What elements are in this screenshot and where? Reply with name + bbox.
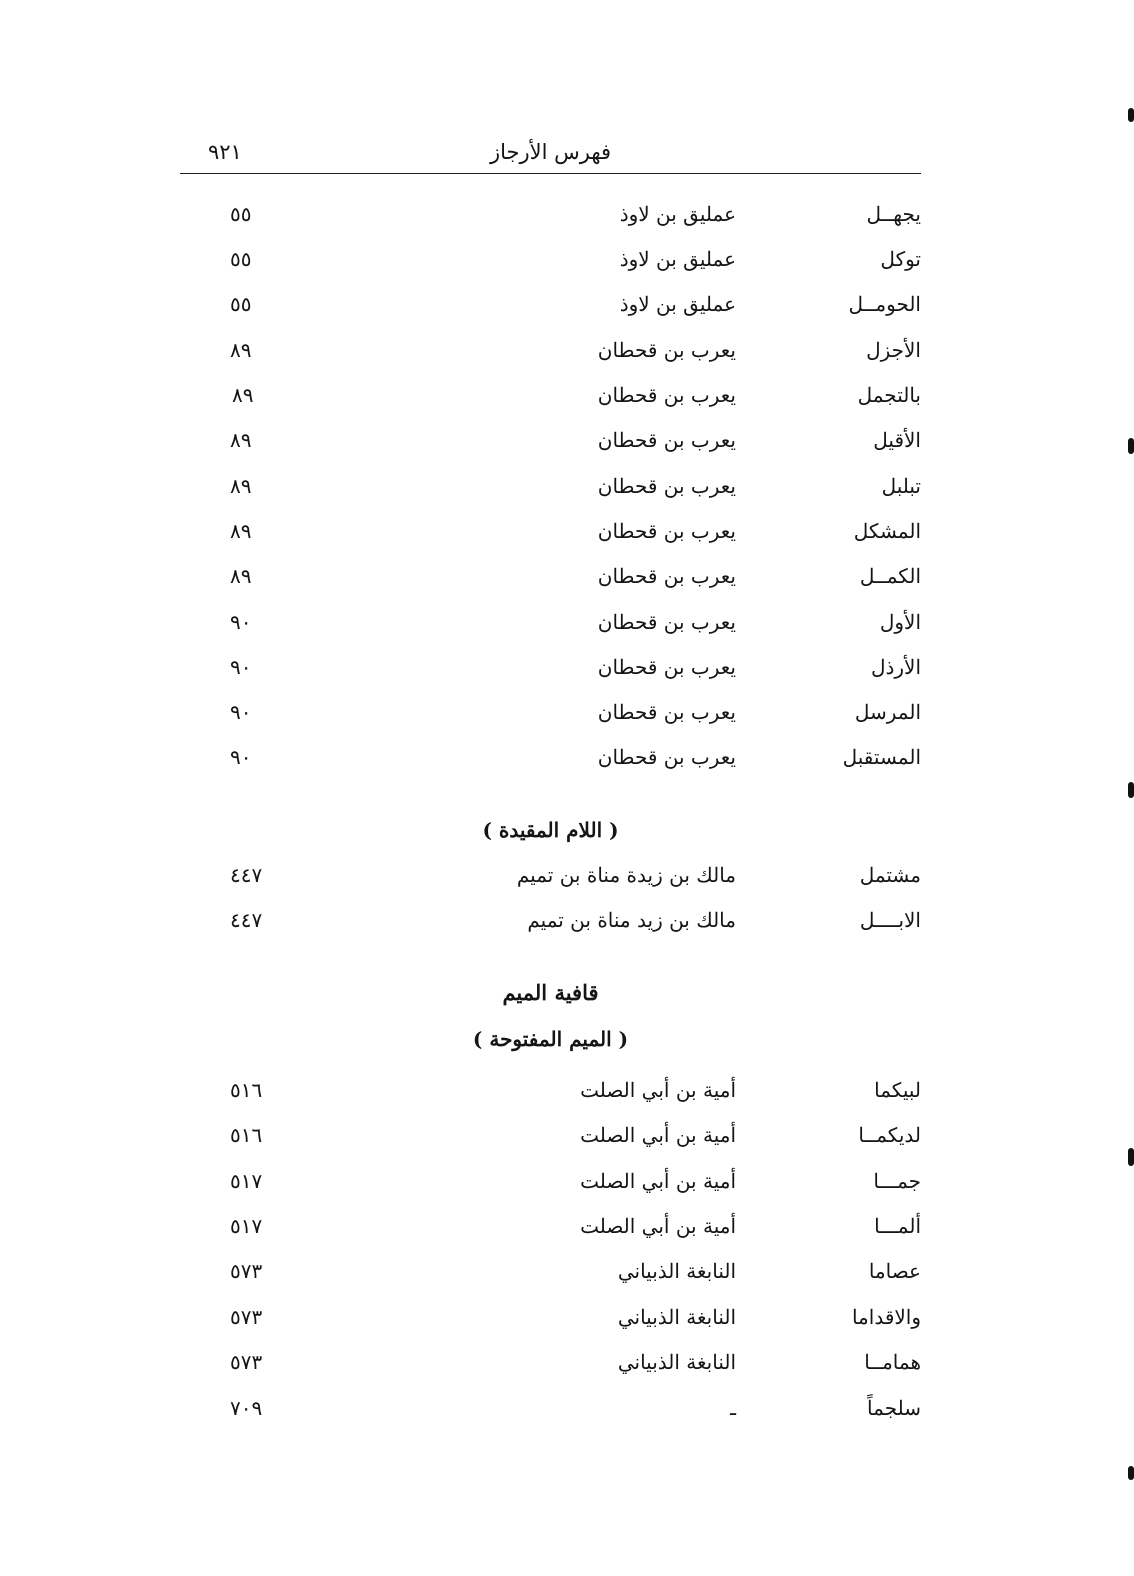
entry-poet: يعرب بن قحطان <box>597 519 736 543</box>
entry-word: المستقبل <box>842 745 921 769</box>
index-entry <box>180 1166 921 1200</box>
entry-page-ref: ٤٤٧ <box>230 863 263 887</box>
entry-page-ref: ٥٥ <box>230 292 252 316</box>
scan-edge-mark <box>1128 108 1134 122</box>
scan-edge-mark <box>1128 1148 1134 1166</box>
section-heading-mim: قافية الميم <box>502 980 599 1005</box>
entry-page-ref: ٨٩ <box>230 428 252 452</box>
entry-word: الأجزل <box>866 338 921 362</box>
entry-poet: مالك بن زيد مناة بن تميم <box>527 908 736 932</box>
entry-poet: عمليق بن لاوذ <box>619 292 736 316</box>
entry-word: جمـــا <box>873 1169 921 1193</box>
index-entry <box>180 1211 921 1245</box>
entry-word: بالتجمل <box>857 383 921 407</box>
entry-poet: النابغة الذبياني <box>617 1305 736 1329</box>
entry-word: همامــا <box>864 1350 921 1374</box>
entry-word: والاقداما <box>851 1305 921 1329</box>
entry-poet: يعرب بن قحطان <box>597 610 736 634</box>
entry-word: سلجماً <box>867 1396 921 1420</box>
entry-word: لبيكما <box>874 1078 921 1102</box>
index-entry <box>180 1075 921 1109</box>
entry-word: الابــــل <box>859 908 921 932</box>
index-entry <box>180 860 921 894</box>
entry-word: توكل <box>880 247 921 271</box>
entry-word: يجهــل <box>866 202 921 226</box>
entry-page-ref: ٨٩ <box>230 338 252 362</box>
entry-page-ref: ٨٩ <box>230 564 252 588</box>
index-entry <box>180 199 921 233</box>
entry-word: ألمـــا <box>874 1214 921 1238</box>
entry-poet: النابغة الذبياني <box>617 1350 736 1374</box>
index-entry <box>180 1347 921 1381</box>
page-header <box>180 140 921 172</box>
entry-page-ref: ٨٩ <box>230 519 252 543</box>
page-title: فهرس الأرجاز <box>489 140 612 164</box>
scan-edge-mark <box>1128 1466 1134 1480</box>
index-entry <box>180 471 921 505</box>
entry-page-ref: ٨٩ <box>232 383 254 407</box>
index-entry <box>180 607 921 641</box>
entry-poet: أمية بن أبي الصلت <box>580 1078 736 1102</box>
scan-edge-mark <box>1128 782 1134 798</box>
entry-page-ref: ٨٩ <box>230 474 252 498</box>
entry-word: مشتمل <box>859 863 921 887</box>
entry-word: المشكل <box>853 519 921 543</box>
index-entry <box>180 516 921 550</box>
entry-page-ref: ٤٤٧ <box>230 908 263 932</box>
entry-page-ref: ٥١٧ <box>230 1214 263 1238</box>
entry-poet: يعرب بن قحطان <box>597 338 736 362</box>
index-entry <box>180 380 921 414</box>
entry-page-ref: ٥٥ <box>230 247 252 271</box>
entry-word: المرسل <box>854 700 921 724</box>
entry-page-ref: ٩٠ <box>230 610 252 634</box>
entry-page-ref: ٩٠ <box>230 655 252 679</box>
entry-poet: يعرب بن قحطان <box>597 745 736 769</box>
index-entry <box>180 561 921 595</box>
entry-poet: يعرب بن قحطان <box>597 428 736 452</box>
entry-word: الكمــل <box>859 564 921 588</box>
entry-poet: عمليق بن لاوذ <box>619 202 736 226</box>
entry-word: الأرذل <box>870 655 921 679</box>
index-entry <box>180 905 921 939</box>
entry-page-ref: ٥١٦ <box>230 1078 263 1102</box>
index-entry <box>180 1393 921 1427</box>
entry-page-ref: ٥٧٣ <box>230 1259 263 1283</box>
page-number: ٩٢١ <box>208 140 242 164</box>
entry-word: الأقيل <box>873 428 921 452</box>
entry-poet: ـ <box>730 1396 736 1420</box>
index-entry <box>180 1120 921 1154</box>
index-entry <box>180 652 921 686</box>
entry-word: تبلبل <box>881 474 921 498</box>
entry-page-ref: ٩٠ <box>230 745 252 769</box>
scan-edge-mark <box>1128 438 1134 454</box>
index-entry <box>180 697 921 731</box>
index-entry <box>180 1256 921 1290</box>
entry-page-ref: ٥٧٣ <box>230 1305 263 1329</box>
entry-page-ref: ٥١٦ <box>230 1123 263 1147</box>
entry-page-ref: ٧٠٩ <box>230 1396 263 1420</box>
entry-page-ref: ٥٥ <box>230 202 252 226</box>
entry-page-ref: ٥٧٣ <box>230 1350 263 1374</box>
index-entry <box>180 742 921 776</box>
entry-poet: يعرب بن قحطان <box>597 474 736 498</box>
entry-poet: عمليق بن لاوذ <box>619 247 736 271</box>
entry-poet: يعرب بن قحطان <box>597 655 736 679</box>
entry-word: لديكمــا <box>858 1123 921 1147</box>
header-rule <box>180 173 921 174</box>
entry-page-ref: ٥١٧ <box>230 1169 263 1193</box>
entry-poet: مالك بن زيدة مناة بن تميم <box>516 863 736 887</box>
index-entry <box>180 425 921 459</box>
entry-poet: أمية بن أبي الصلت <box>580 1169 736 1193</box>
index-entry <box>180 244 921 278</box>
section-subheading-mim: ( الميم المفتوحة ) <box>472 1027 629 1051</box>
entry-poet: أمية بن أبي الصلت <box>580 1123 736 1147</box>
entry-page-ref: ٩٠ <box>230 700 252 724</box>
index-entry <box>180 289 921 323</box>
section-heading-lam: ( اللام المقيدة ) <box>482 818 619 842</box>
index-entry <box>180 1302 921 1336</box>
entry-poet: يعرب بن قحطان <box>597 564 736 588</box>
entry-poet: أمية بن أبي الصلت <box>580 1214 736 1238</box>
entry-word: عصاما <box>868 1259 921 1283</box>
entry-word: الحومــل <box>848 292 921 316</box>
entry-poet: النابغة الذبياني <box>617 1259 736 1283</box>
entry-poet: يعرب بن قحطان <box>597 383 736 407</box>
entry-poet: يعرب بن قحطان <box>597 700 736 724</box>
index-entry <box>180 335 921 369</box>
entry-word: الأول <box>879 610 921 634</box>
